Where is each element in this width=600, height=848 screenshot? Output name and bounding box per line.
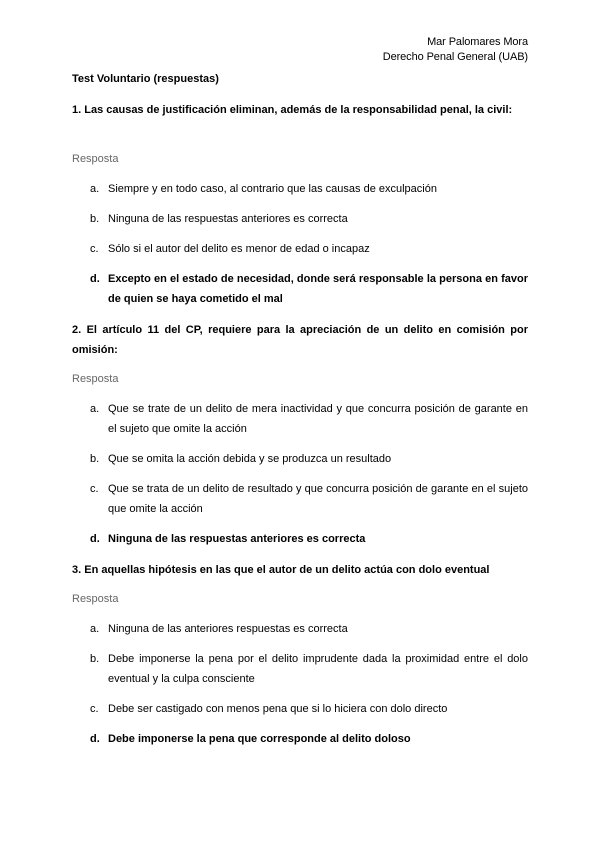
- option-letter: d.: [90, 733, 100, 745]
- option-letter: b.: [90, 653, 100, 665]
- q1-option-a: [90, 179, 528, 199]
- q2-option-a: [90, 399, 528, 439]
- q3-option-b: [90, 649, 528, 689]
- q1-option-c: [90, 239, 528, 259]
- author-name: Mar Palomares Mora: [427, 36, 528, 48]
- question-1: 1. Las causas de justificación eliminan, además de la responsabilidad penal, la civil:: [72, 104, 513, 116]
- q2-option-c: [90, 479, 528, 519]
- option-text: Que se trate de un delito de mera inactividad y que concurra posición de garante en el sujeto que omite la acción: [108, 403, 528, 435]
- option-letter: d.: [90, 273, 100, 285]
- resposta-label-2: Resposta: [72, 373, 119, 385]
- option-text: Ninguna de las respuestas anteriores es correcta: [108, 213, 348, 225]
- option-text: Siempre y en todo caso, al contrario que las causas de exculpación: [108, 183, 437, 195]
- q1-option-d-correct: [90, 269, 528, 309]
- option-letter: b.: [90, 213, 100, 225]
- option-letter: c.: [90, 483, 99, 495]
- resposta-label-1: Resposta: [72, 153, 119, 165]
- resposta-label-3: Resposta: [72, 593, 119, 605]
- q2-option-b: [90, 449, 528, 469]
- question-2: 2. El artículo 11 del CP, requiere para la apreciación de un delito en comisión por omisión:: [72, 324, 528, 356]
- option-text: Ninguna de las respuestas anteriores es correcta: [108, 533, 366, 545]
- course-name: Derecho Penal General (UAB): [382, 51, 528, 63]
- option-text: Ninguna de las anteriores respuestas es correcta: [108, 623, 348, 635]
- option-letter: a.: [90, 403, 100, 415]
- option-letter: b.: [90, 453, 100, 465]
- option-letter: a.: [90, 183, 100, 195]
- q3-option-a: [90, 619, 528, 639]
- option-letter: d.: [90, 533, 100, 545]
- option-text: Debe imponerse la pena que corresponde al delito doloso: [108, 733, 411, 745]
- question-3: 3. En aquellas hipótesis en las que el autor de un delito actúa con dolo eventual: [72, 564, 490, 576]
- option-letter: c.: [90, 703, 99, 715]
- author-block: [383, 35, 528, 65]
- option-text: Excepto en el estado de necesidad, donde será responsable la persona en favor de quien se haya cometido el mal: [108, 273, 528, 305]
- document-title: Test Voluntario (respuestas): [72, 73, 219, 85]
- option-text: Debe imponerse la pena por el delito imprudente dada la proximidad entre el dolo eventual y la culpa consciente: [108, 653, 528, 685]
- q3-option-c: [90, 699, 528, 719]
- option-text: Que se omita la acción debida y se produzca un resultado: [108, 453, 392, 465]
- option-letter: c.: [90, 243, 99, 255]
- option-text: Que se trata de un delito de resultado y que concurra posición de garante en el sujeto que omite la acción: [108, 483, 528, 515]
- option-letter: a.: [90, 623, 100, 635]
- q3-option-d-correct: [90, 729, 528, 749]
- option-text: Sólo si el autor del delito es menor de edad o incapaz: [108, 243, 370, 255]
- option-text: Debe ser castigado con menos pena que si lo hiciera con dolo directo: [108, 703, 448, 715]
- q1-option-b: [90, 209, 528, 229]
- q2-option-d-correct: [90, 529, 528, 549]
